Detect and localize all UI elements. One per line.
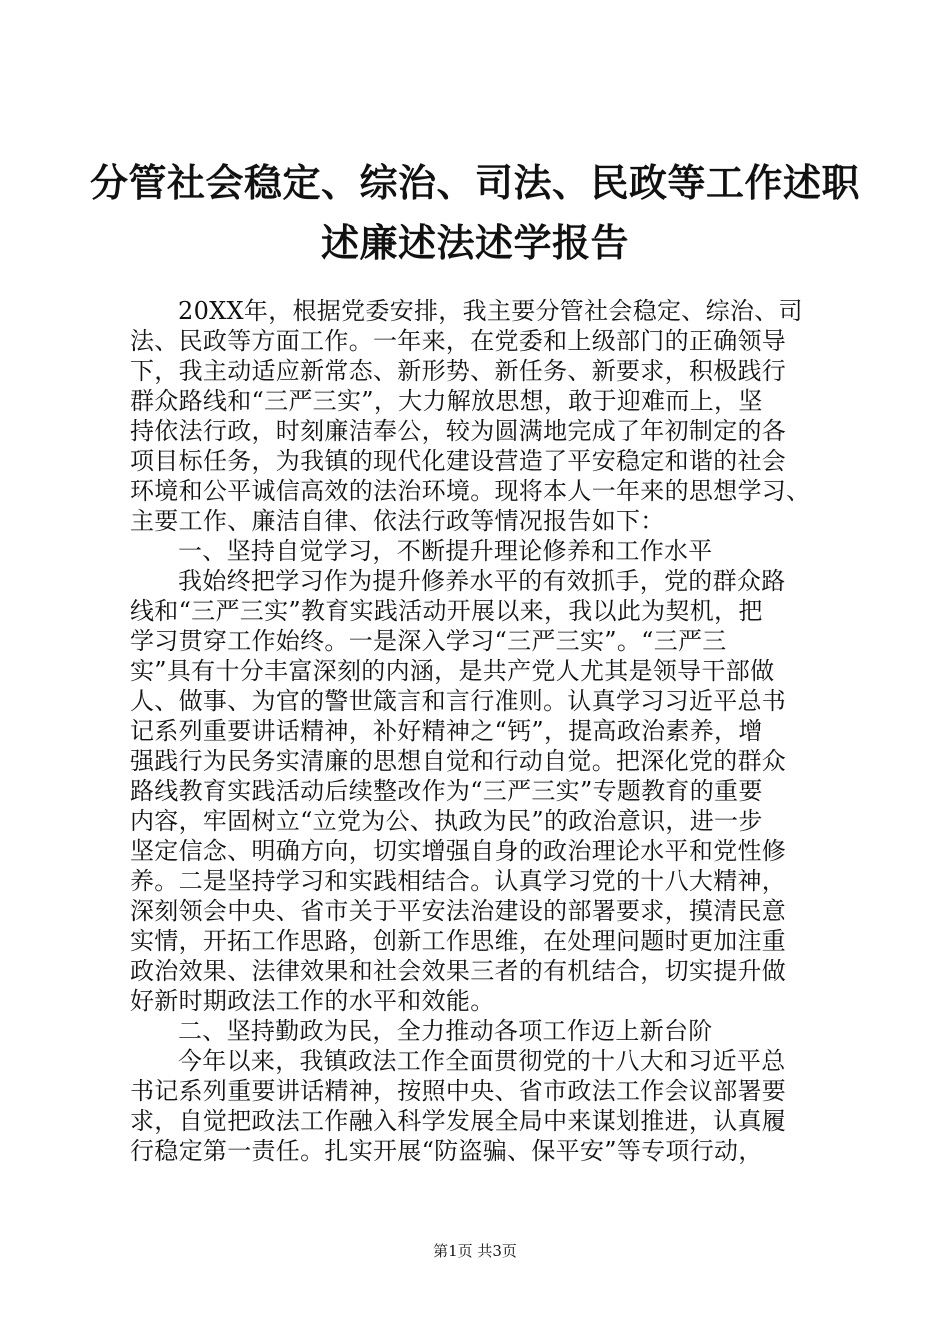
body-line: 今年以来，我镇政法工作全面贯彻党的十八大和习近平总 xyxy=(178,1047,786,1075)
body-line: 环境和公平诚信高效的法治环境。现将本人一年来的思想学习、 xyxy=(130,477,811,505)
body-line: 我始终把学习作为提升修养水平的有效抓手，党的群众路 xyxy=(178,567,786,595)
document-body xyxy=(130,296,830,1166)
body-line: 一、坚持自觉学习，不断提升理论修养和工作水平 xyxy=(178,537,713,565)
body-line: 内容，牢固树立“立党为公、执政为民”的政治意识，进一步 xyxy=(130,807,763,835)
body-line: 项目标任务，为我镇的现代化建设营造了平安稳定和谐的社会 xyxy=(130,447,787,475)
body-line: 持依法行政，时刻廉洁奉公，较为圆满地完成了年初制定的各 xyxy=(130,417,787,445)
body-line: 法、民政等方面工作。一年来，在党委和上级部门的正确领导 xyxy=(130,327,787,355)
document-title-line-1: 分管社会稳定、综治、司法、民政等工作述职 xyxy=(90,160,861,205)
body-line: 记系列重要讲话精神，补好精神之“钙”，提高政治素养，增 xyxy=(130,717,763,745)
body-line: 好新时期政法工作的水平和效能。 xyxy=(130,987,495,1015)
body-line: 二、坚持勤政为民，全力推动各项工作迈上新台阶 xyxy=(178,1017,713,1045)
body-line: 书记系列重要讲话精神，按照中央、省市政法工作会议部署要 xyxy=(130,1077,787,1105)
body-line: 群众路线和“三严三实”，大力解放思想，敢于迎难而上，坚 xyxy=(130,387,763,415)
document-title-line-2: 述廉述法述学报告 xyxy=(320,220,629,265)
body-line: 学习贯穿工作始终。一是深入学习“三严三实”。“三严三 xyxy=(130,627,727,655)
body-line: 主要工作、廉洁自律、依法行政等情况报告如下： xyxy=(130,507,665,535)
body-line: 政治效果、法律效果和社会效果三者的有机结合，切实提升做 xyxy=(130,957,787,985)
page-footer: 第1页 共3页 xyxy=(433,1242,517,1260)
body-line: 路线教育实践活动后续整改作为“三严三实”专题教育的重要 xyxy=(130,777,763,805)
body-line: 坚定信念、明确方向，切实增强自身的政治理论水平和党性修 xyxy=(130,837,787,865)
body-line: 行稳定第一责任。扎实开展“防盗骗、保平安”等专项行动， xyxy=(130,1137,763,1165)
body-line: 线和“三严三实”教育实践活动开展以来，我以此为契机，把 xyxy=(130,597,763,625)
body-line: 20XX年，根据党委安排，我主要分管社会稳定、综治、司 xyxy=(178,297,803,325)
body-line: 实”具有十分丰富深刻的内涵，是共产党人尤其是领导干部做 xyxy=(130,657,775,685)
body-line: 实情，开拓工作思路，创新工作思维，在处理问题时更加注重 xyxy=(130,927,787,955)
body-line: 求，自觉把政法工作融入科学发展全局中来谋划推进，认真履 xyxy=(130,1107,787,1135)
body-line: 人、做事、为官的警世箴言和言行准则。认真学习习近平总书 xyxy=(130,687,787,715)
body-line: 深刻领会中央、省市关于平安法治建设的部署要求，摸清民意 xyxy=(130,897,787,925)
body-line: 下，我主动适应新常态、新形势、新任务、新要求，积极践行 xyxy=(130,357,787,385)
body-line: 养。二是坚持学习和实践相结合。认真学习党的十八大精神， xyxy=(130,867,787,895)
body-line: 强践行为民务实清廉的思想自觉和行动自觉。把深化党的群众 xyxy=(130,747,787,775)
